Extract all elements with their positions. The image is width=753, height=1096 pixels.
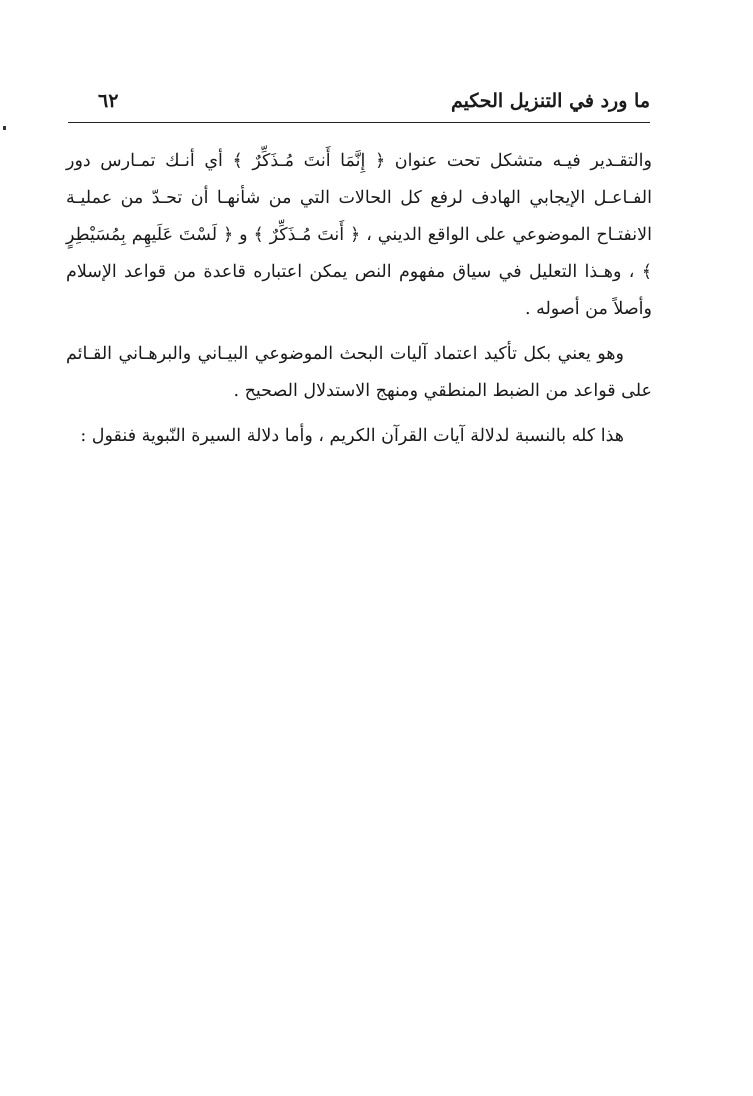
running-title: ما ورد في التنزيل الحكيم [450, 90, 650, 112]
margin-mark [3, 126, 6, 130]
page-header [68, 88, 650, 123]
paragraph-1: والتقـدير فيـه متشكل تحت عنوان ﴿ إِنَّمَا أَنتَ مُـذَكِّرٌ ﴾ أي أنـك تمـارس دور الفـاعـل الإيجابي الهادف لرفع كل الحالات التي من شأنهـا أن تحـدّ من عمليـة الانفتـاح الموضوعي على الواقع الديني ، ﴿ أَنتَ مُـذَكِّرٌ ﴾ و ﴿ لَسْتَ عَلَيهِم بِمُسَيْطِرٍ ﴾ ، وهـذا التعليل في سياق مفهوم النص يمكن اعتباره قاعدة من قواعد الإسلام وأصلاً من أصوله . [66, 151, 652, 319]
page-number: ٦٢ [98, 90, 119, 112]
paragraph-3: هذا كله بالنسبة لدلالة آيات القرآن الكريم ، وأما دلالة السيرة النّبوية فنقول : [80, 426, 624, 446]
paragraph-2: وهو يعني بكل تأكيد اعتماد آليات البحث الموضوعي البيـاني والبرهـاني القـائم على قواعد من الضبط المنطقي ومنهج الاستدلال الصحيح . [66, 344, 652, 401]
body-text [66, 143, 652, 463]
